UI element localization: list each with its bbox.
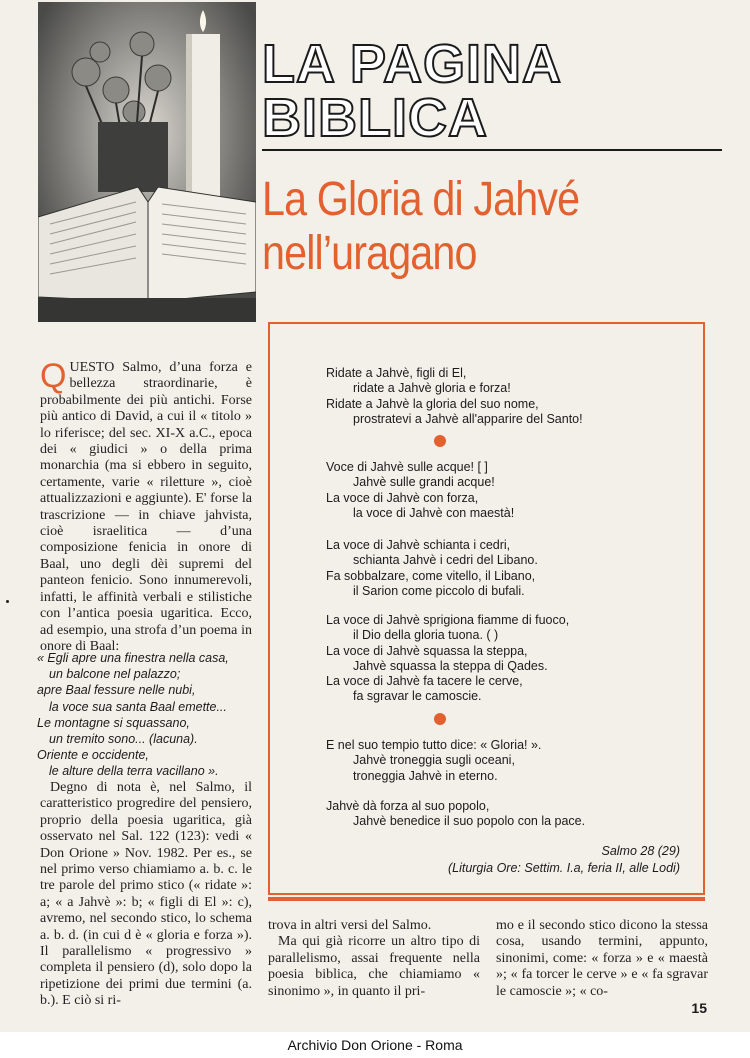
article-title-line1: La Gloria di Jahvé <box>262 173 580 226</box>
psalm-line: La voce di Jahvè sprigiona fiamme di fuoco, <box>326 613 570 627</box>
poem-line: apre Baal fessure nelle nubi, <box>37 683 196 698</box>
psalm-line: Ridate a Jahvè, figli di El, <box>326 366 467 380</box>
poem-line: un tremito sono... (lacuna). <box>49 732 198 747</box>
body-paragraph-1: Degno di nota è, nel Salmo, il caratteristico progredire del pensiero, proprio della poesia ugaritica, già osservato nel Sal. 122 (123): vedi « Don Orione » Nov. 1982. Per es., se nel primo verso chiamiamo a. b. c. le tre parole del primo stico (« ridate »: a; « a Jahvè »: b; « figli di El »: c), avremo, nel secondo stico, lo schema a. b. d. (in cui d è « gloria e forza »). Il parallelismo « progressivo » completa il pensiero (d), solo dopo la ripetizione dei primi due termini (a. b.). E ciò si ri- <box>40 780 252 1009</box>
intro-lead-word: UESTO <box>69 360 115 375</box>
psalm-line: ridate a Jahvè gloria e forza! <box>353 381 511 396</box>
psalm-line: il Dio della gloria tuona. ( ) <box>353 628 499 643</box>
psalm-line: il Sarion come piccolo di bufali. <box>353 583 525 598</box>
psalm-line: Ridate a Jahvè la gloria del suo nome, <box>326 396 539 411</box>
psalm-line: schianta Jahvè i cedri del Libano. <box>353 553 538 568</box>
psalm-line: E nel suo tempio tutto dice: « Gloria! ». <box>326 738 542 752</box>
stanza-separator-dot <box>434 713 446 725</box>
psalm-stanza-4 <box>326 613 569 705</box>
poem-line: « Egli apre una finestra nella casa, <box>37 651 229 665</box>
poem-line: le alture della terra vacillano ». <box>49 764 219 779</box>
drop-cap: Q <box>40 357 67 395</box>
page-number: 15 <box>691 1000 707 1016</box>
margin-mark <box>6 600 9 603</box>
psalm-stanza-6 <box>326 799 585 830</box>
psalm-line: La voce di Jahvè squassa la steppa, <box>326 643 528 658</box>
psalm-stanza-5 <box>326 738 541 784</box>
psalm-line: La voce di Jahvè schianta i cedri, <box>326 538 511 552</box>
psalm-box-bottom-bar <box>268 897 705 901</box>
psalm-stanza-1 <box>326 366 583 427</box>
archive-footer: Archivio Don Orione - Roma <box>0 1032 750 1058</box>
psalm-line: Jahvè dà forza al suo popolo, <box>326 799 490 813</box>
poem-line: un balcone nel palazzo; <box>49 667 181 682</box>
psalm-line: fa sgravar le camoscie. <box>353 689 482 704</box>
baal-poem <box>37 650 259 780</box>
stanza-separator-dot <box>434 435 446 447</box>
col2-line: trova in altri versi del Salmo. <box>268 918 432 933</box>
intro-paragraph <box>40 357 252 655</box>
body-column-3: mo e il secondo stico dicono la stessa cosa, usando termini, appunto, sinonimi, come: « forza » e « maestà »; « fa torcer le cerve » e « fa sgravar le camoscie »; « co- <box>496 918 708 999</box>
body-column-2 <box>268 918 480 1000</box>
psalm-line: la voce di Jahvè con maestà! <box>353 505 515 520</box>
poem-line: Le montagne si squassano, <box>37 715 190 730</box>
psalm-line: Jahvè squassa la steppa di Qades. <box>353 658 548 673</box>
psalm-line: Voce di Jahvè sulle acque! [ ] <box>326 460 488 474</box>
psalm-line: Jahvè sulle grandi acque! <box>353 475 495 490</box>
header-rule <box>262 149 722 151</box>
psalm-line: Jahvè benedice il suo popolo con la pace. <box>353 814 586 829</box>
bible-candle-photo <box>38 2 256 322</box>
psalm-line: La voce di Jahvè con forza, <box>326 490 479 505</box>
poem-line: la voce sua santa Baal emette... <box>49 699 227 714</box>
section-kicker-line1: LA PAGINA <box>262 34 562 94</box>
col2-paragraph: Ma qui già ricorre un altro tipo di parallelismo, assai frequente nella poesia biblica, che chiamiamo « sinonimo », in quanto il pri- <box>268 934 480 999</box>
psalm-line: Fa sobbalzare, come vitello, il Libano, <box>326 568 536 583</box>
psalm-line: Jahvè troneggia sugli oceani, <box>353 753 515 768</box>
psalm-line: La voce di Jahvè fa tacere le cerve, <box>326 674 523 689</box>
psalm-citation: Salmo 28 (29) <box>601 844 680 858</box>
psalm-stanza-2 <box>326 460 514 521</box>
psalm-line: prostratevi a Jahvè all'apparire del Santo! <box>353 411 583 426</box>
section-kicker-line2: BIBLICA <box>262 88 488 148</box>
psalm-stanza-3 <box>326 538 538 599</box>
poem-line: Oriente e occidente, <box>37 748 149 763</box>
article-title-line2: nell’uragano <box>262 227 477 280</box>
intro-text: Salmo, d’una forza e bellezza straordinarie, è probabilmente dei più antichi. Forse più antico di David, a cui il « titolo » lo riferisce; del sec. XI-X a.C., epoca dei « giudici » o della prima monarchia (ma si ebbero in seguito, certamente, varie « riletture », cioè attualizzazioni e aggiunte). E' forse la trascrizione — in chiave jahvista, cioè israelitica — d’una composizione fenicia in onore di Baal, uno degli dèi supremi del panteon fenicio. Sono innumerevoli, infatti, le affinità verbali e stilistiche con l’antica poesia ugaritica. Ecco, ad esempio, una strofa d’un poema in onore di Baal: <box>40 360 252 654</box>
liturgy-reference: (Liturgia Ore: Settim. I.a, feria II, alle Lodi) <box>447 861 680 875</box>
psalm-line: troneggia Jahvè in eterno. <box>353 768 498 783</box>
